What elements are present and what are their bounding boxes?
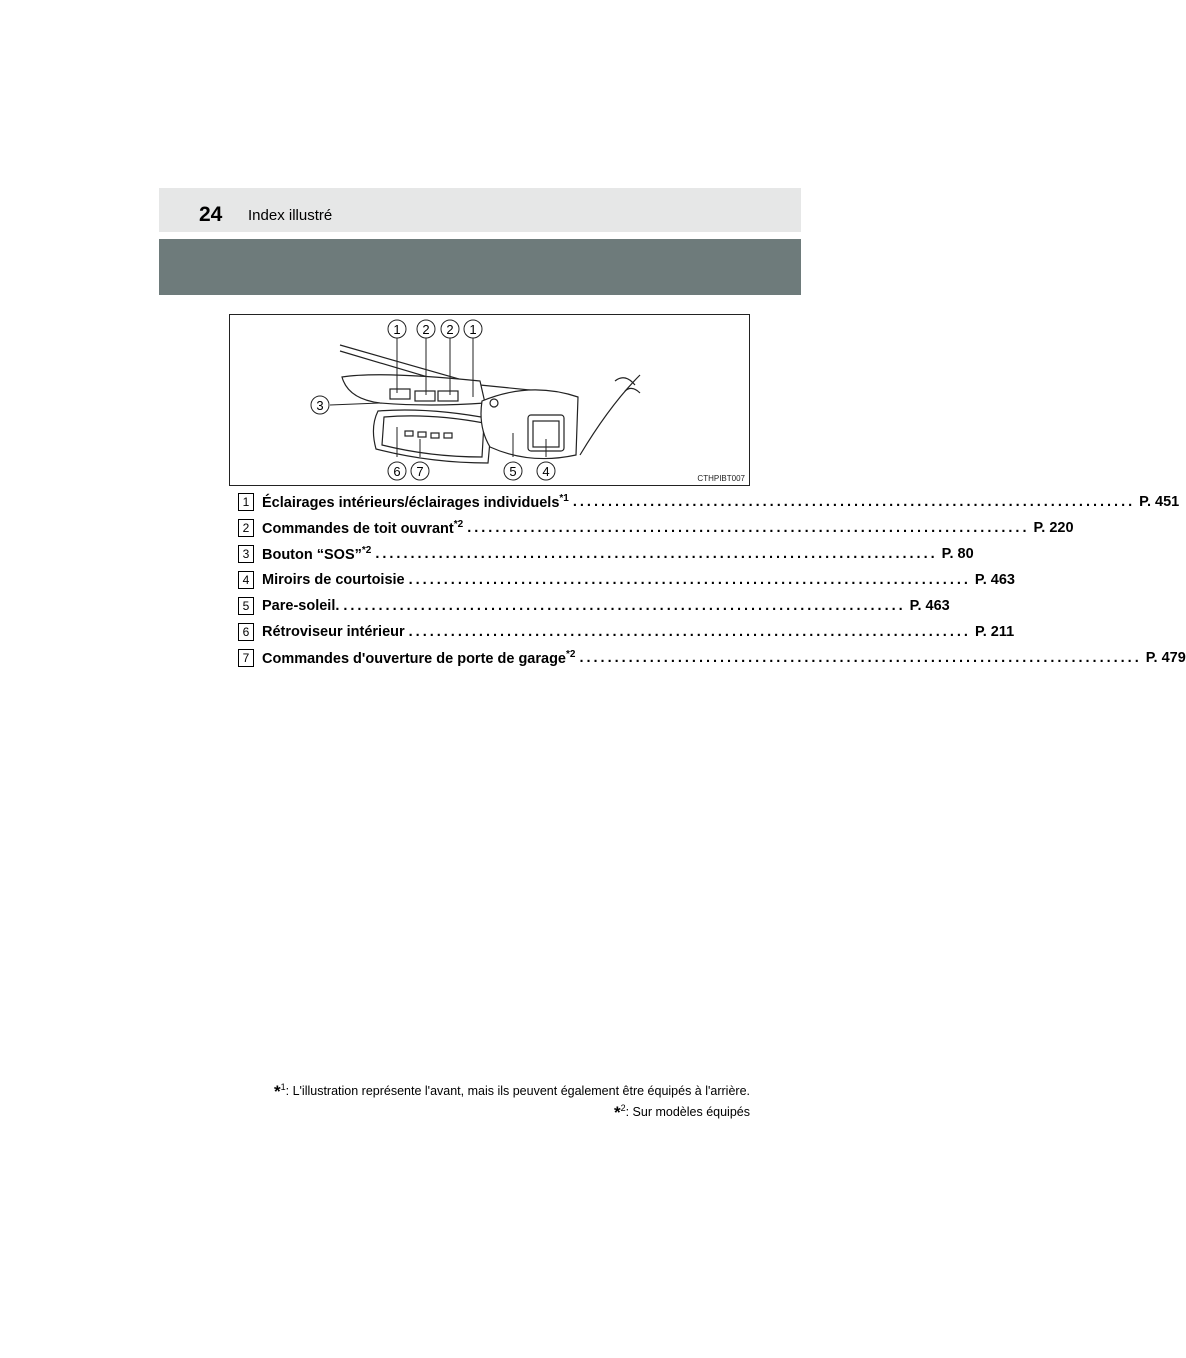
legend-page-ref[interactable]: P. 80: [941, 546, 974, 562]
legend-number: 6: [238, 623, 254, 641]
callout-1a: 1: [393, 322, 401, 337]
callout-1b: 1: [469, 322, 477, 337]
legend-item: [238, 619, 1015, 645]
legend-item: [238, 593, 950, 619]
footnote-2: *$^2$: Sur modèles équipés: [613, 1103, 750, 1123]
legend-item: [238, 645, 1186, 671]
legend-number: 5: [238, 597, 254, 615]
legend-label: Pare-soleil.: [262, 598, 340, 614]
leader-dots: ................................................................................: [408, 624, 971, 640]
footnotes: [222, 1079, 750, 1121]
leader-dots: ................................................................................: [579, 650, 1142, 666]
leader-dots: ................................................................................: [343, 598, 906, 614]
legend-label: Miroirs de courtoisie: [262, 572, 405, 588]
overhead-illustration: [229, 314, 750, 486]
legend-item: [238, 567, 1015, 593]
overhead-drawing: [230, 315, 749, 485]
legend-item: [238, 489, 1180, 515]
legend-page-ref[interactable]: P. 463: [974, 572, 1015, 588]
legend-label: Rétroviseur intérieur: [262, 624, 405, 640]
legend-number: 7: [238, 649, 254, 667]
leader-dots: ................................................................................: [572, 494, 1136, 510]
page-number: 24: [199, 203, 223, 226]
leader-dots: ................................................................................: [375, 546, 938, 562]
callout-6: 6: [393, 464, 401, 479]
legend-page-ref[interactable]: P. 451: [1139, 494, 1180, 510]
legend-list: [238, 489, 1186, 671]
legend-item: [238, 541, 974, 567]
figure-code: CTHPIBT007: [697, 474, 745, 483]
legend-page-ref[interactable]: P. 220: [1033, 520, 1074, 536]
legend-number: 1: [238, 493, 254, 511]
callout-5: 5: [509, 464, 517, 479]
legend-label: Bouton “SOS”$^{*2}$: [262, 545, 372, 563]
legend-label: Éclairages intérieurs/éclairages individuels$^{*1}$: [262, 493, 569, 511]
legend-label: Commandes d'ouverture de porte de garage$^{*2}$: [262, 649, 576, 667]
callout-2a: 2: [422, 322, 430, 337]
legend-page-ref[interactable]: P. 479: [1145, 650, 1186, 666]
legend-number: 2: [238, 519, 254, 537]
legend-page-ref[interactable]: P. 463: [909, 598, 950, 614]
header-title: Index illustré: [248, 207, 333, 224]
section-bar: [159, 239, 801, 295]
legend-number: 3: [238, 545, 254, 563]
footnote-1: *$^1$: L'illustration représente l'avant, mais ils peuvent également être équipés à l'arrière.: [274, 1082, 750, 1102]
leader-dots: ................................................................................: [467, 520, 1030, 536]
callout-7: 7: [416, 464, 424, 479]
leader-dots: ................................................................................: [408, 572, 971, 588]
legend-item: [238, 515, 1074, 541]
legend-page-ref[interactable]: P. 211: [974, 624, 1015, 640]
callout-4: 4: [542, 464, 550, 479]
callout-3: 3: [316, 398, 324, 413]
legend-label: Commandes de toit ouvrant$^{*2}$: [262, 519, 464, 537]
callout-2b: 2: [446, 322, 454, 337]
legend-number: 4: [238, 571, 254, 589]
